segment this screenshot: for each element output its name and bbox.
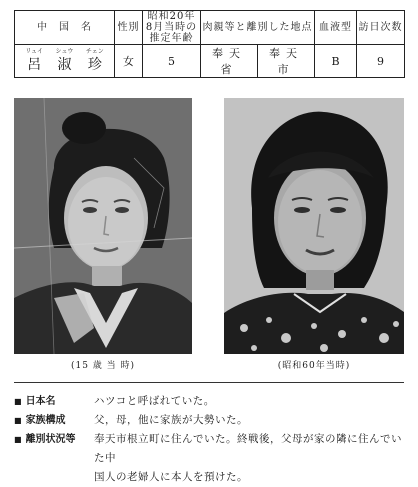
detail-label-japanese-name: ■ 日本名 [14, 392, 94, 411]
name-char-2: シュウ 淑 [55, 48, 74, 73]
header-age-line1: 昭和20年 [147, 11, 196, 22]
province-value: 奉天省 [212, 47, 246, 76]
header-age-line2: 8月当時の [145, 22, 198, 33]
header-age-line3: 推定年齢 [149, 33, 194, 44]
name-ruby-2: シュウ [55, 48, 74, 55]
gender-value: 女 [115, 45, 143, 78]
bullet-icon: ■ [14, 397, 22, 406]
blood-type-value: B [315, 45, 357, 78]
city-value: 奉天市 [257, 45, 314, 77]
name-char-1: リュイ 呂 [25, 48, 44, 73]
photo-showa-60 [224, 98, 404, 354]
detail-label-family: ■ 家族構成 [14, 411, 94, 430]
age-estimate-value: 5 [143, 45, 201, 78]
section-divider [14, 382, 404, 383]
header-name: 中 国 名 [15, 11, 115, 45]
info-table [14, 10, 405, 78]
table-header-row [15, 11, 405, 45]
detail-label-separation: ■ 離別状況等 [14, 430, 94, 468]
header-gender: 性別 [115, 11, 143, 45]
details-section [14, 392, 406, 487]
chinese-name [15, 45, 115, 78]
detail-label-empty [14, 468, 94, 487]
portrait-woman-image [224, 98, 404, 354]
detail-value-separation: 奉天市根立町に住んでいた。終戦後，父母が家の隣に住んでいた中 [94, 433, 402, 464]
detail-row-separation-cont [14, 468, 406, 487]
detail-value-separation-cont: 国人の老婦人に本人を預けた。 [94, 471, 248, 483]
visit-number-value: 9 [357, 45, 405, 78]
name-char-3: チェン 珍 [85, 48, 104, 73]
caption-age-15: (15 歳 当 時) [70, 361, 136, 371]
bullet-icon: ■ [14, 416, 22, 425]
portrait-girl-image [14, 98, 192, 354]
bullet-icon: ■ [14, 435, 22, 444]
detail-row-japanese-name [14, 392, 406, 411]
caption-showa-60: (昭和60年当時) [277, 361, 351, 371]
detail-value-family: 父，母，他に家族が大勢いた。 [94, 414, 248, 426]
table-value-row [15, 45, 405, 78]
detail-row-family [14, 411, 406, 430]
separation-place-value [201, 45, 315, 78]
name-ruby-1: リュイ [25, 48, 44, 55]
header-separation-place: 肉親等と離別した地点 [201, 11, 315, 45]
header-visit-number: 訪日次数 [357, 11, 405, 45]
detail-value-japanese-name: ハツコと呼ばれていた。 [94, 395, 215, 407]
name-ruby-3: チェン [85, 48, 104, 55]
header-age-estimate [143, 11, 201, 45]
photo-age-15 [14, 98, 192, 354]
header-blood-type: 血液型 [315, 11, 357, 45]
detail-row-separation [14, 430, 406, 468]
